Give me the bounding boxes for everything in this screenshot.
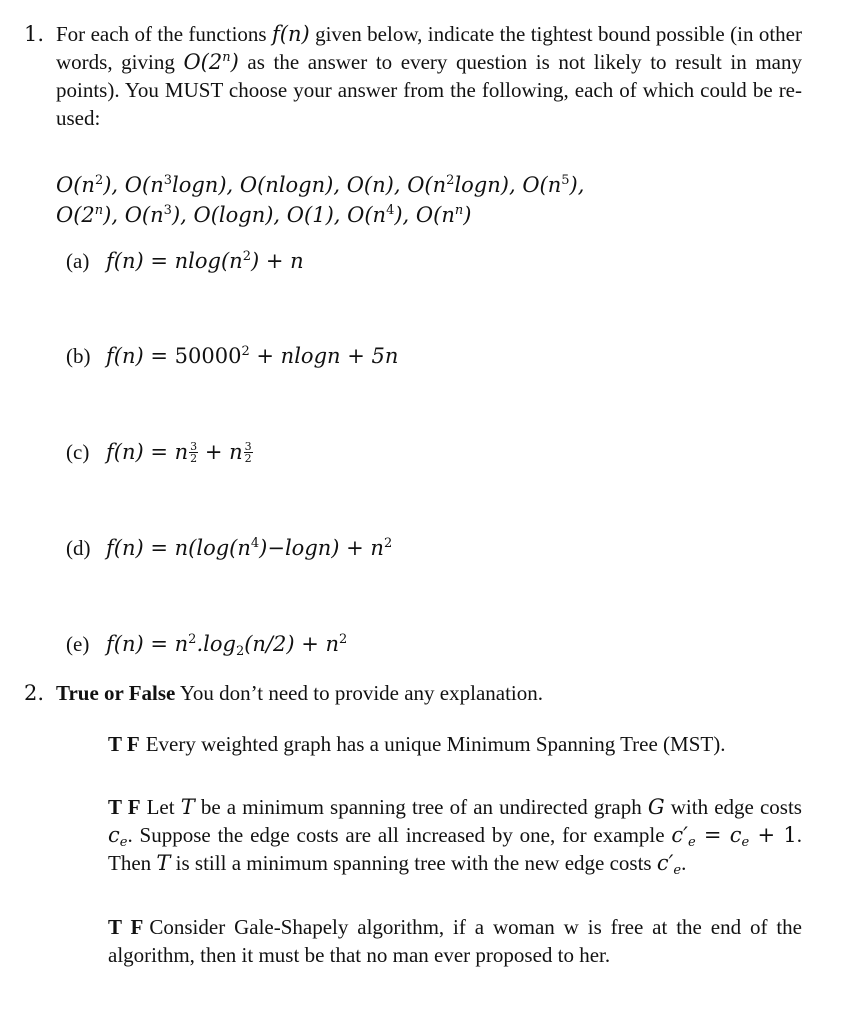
- option: O(n),: [346, 173, 401, 197]
- problem-2-heading: True or False You don’t need to provide any explanation.: [56, 681, 544, 705]
- part-label: (a): [66, 249, 90, 273]
- tf-mark: T F: [108, 915, 144, 939]
- part-label: (c): [66, 440, 90, 464]
- option: $O(n^3\log n)$,: [124, 173, 234, 197]
- part-d: [66, 534, 392, 562]
- part-equation: $f(n) = nlog(n^2) + n$: [106, 249, 304, 273]
- option: $O(n^3)$,: [124, 203, 187, 227]
- problem-number: 2.: [24, 681, 45, 705]
- part-equation: $f(n) = 50000^2 + nlogn + 5n$: [106, 344, 399, 368]
- option: O(1),: [286, 203, 341, 227]
- part-equation: f(n) = n $\frac{3}{2}$ + n $\frac{3}{2}$: [106, 440, 252, 465]
- part-e: [66, 630, 347, 658]
- part-c: [66, 438, 253, 466]
- problem-number: 1.: [24, 22, 45, 46]
- option: O(logn),: [193, 203, 281, 227]
- part-equation: $f(n) = n^2.\log_2(n/2) + n^2$: [106, 632, 348, 659]
- part-a: [66, 247, 304, 275]
- part-label: (e): [66, 632, 90, 656]
- tf-item-2: T F Let T be a minimum spanning tree of an undirected graph G with edge costs $c_e$. Suppose the edge costs are all increased by one, for example $c'_e = c_e + 1$. Then T is still a minimum spanning tree with the new edge costs $c'_e$.: [108, 795, 802, 878]
- option: $O(n^n)$: [415, 203, 472, 227]
- part-label: (d): [66, 536, 91, 560]
- part-equation: $f(n) = n(\log(n^4)-\log n) + n^2$: [106, 536, 393, 560]
- option: $O(n^4)$,: [347, 203, 410, 227]
- problem-1-intro: For each of the functions f(n) given below, indicate the tightest bound possible (in other words, giving O(2$^n$) as the answer to every question is not likely to result in many points). You MUST choose your answer from the following, each of which could be re-used:: [56, 22, 802, 130]
- option: $O(n^2)$,: [56, 173, 119, 197]
- option: O(nlogn),: [239, 173, 341, 197]
- options-line-1: [56, 170, 584, 200]
- answer-options: [56, 170, 584, 230]
- tf-item-1: T F Every weighted graph has a unique Minimum Spanning Tree (MST).: [108, 732, 726, 756]
- option: O(2$^n$),: [56, 203, 119, 227]
- option: $O(n^2\log n)$,: [407, 173, 516, 197]
- tf-mark: T F: [108, 795, 141, 819]
- problem-2-title: True or False: [56, 681, 176, 705]
- option: $O(n^5)$,: [522, 173, 585, 197]
- options-line-2: [56, 200, 584, 230]
- part-label: (b): [66, 344, 91, 368]
- tf-item-3: T F Consider Gale-Shapely algorithm, if a woman w is free at the end of the algorithm, then it must be that no man ever proposed to her.: [108, 915, 802, 967]
- part-b: [66, 342, 398, 370]
- tf-mark: T F: [108, 732, 140, 756]
